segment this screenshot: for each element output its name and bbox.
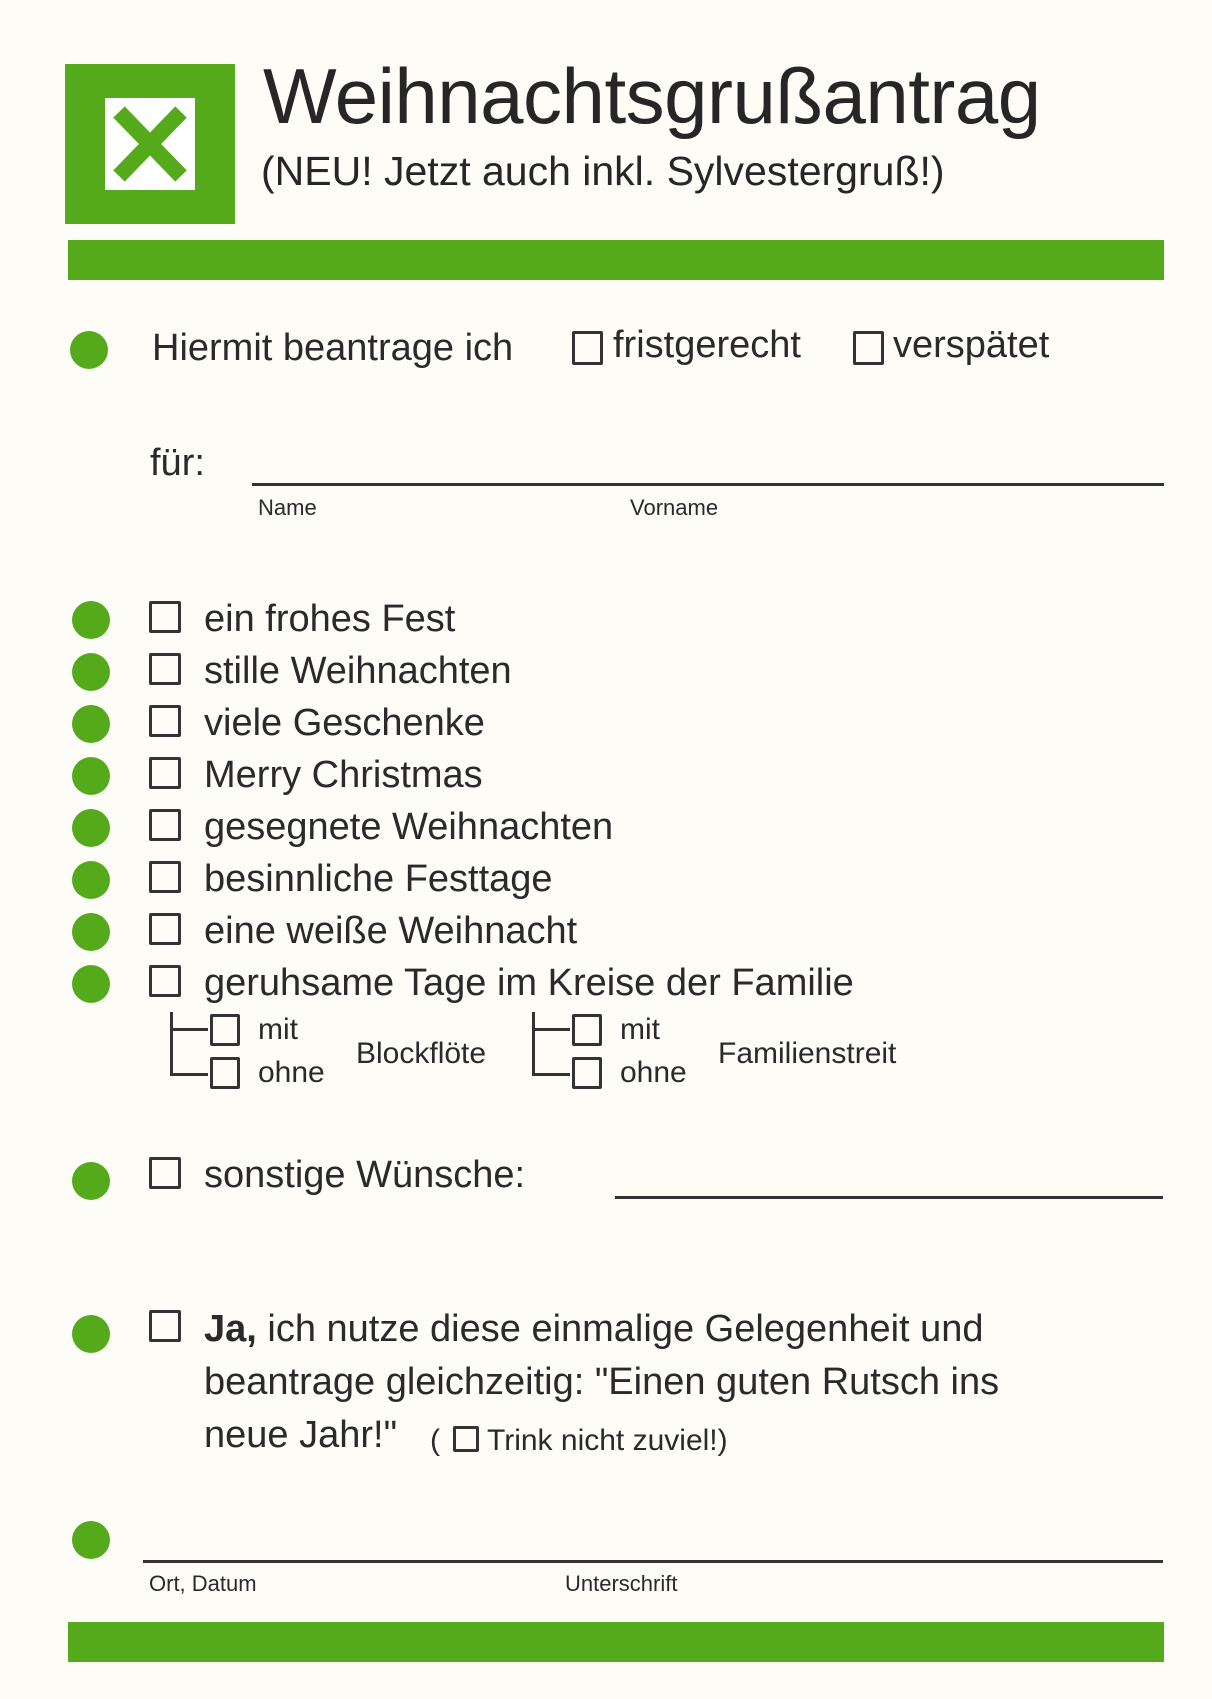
form-subtitle: (NEU! Jetzt auch inkl. Sylvestergruß!) — [261, 148, 945, 194]
other-wishes-field[interactable] — [615, 1196, 1163, 1199]
checkbox-wish[interactable] — [149, 601, 181, 633]
bottom-green-bar — [68, 1622, 1164, 1662]
checkbox-wish[interactable] — [149, 861, 181, 893]
aside-open-paren: ( — [430, 1424, 440, 1457]
bullet — [70, 331, 108, 369]
group1-label: Blockflöte — [356, 1037, 487, 1070]
wish-label: Merry Christmas — [204, 754, 483, 796]
bullet — [72, 757, 110, 795]
checkbox-x-icon — [105, 98, 195, 190]
checkbox-with-fight[interactable] — [572, 1014, 602, 1046]
wish-label: eine weiße Weihnacht — [204, 910, 578, 952]
other-wishes-label: sonstige Wünsche: — [204, 1154, 526, 1196]
checkbox-on-time[interactable] — [572, 331, 603, 365]
tree-connector — [532, 1073, 570, 1076]
new-year-line1-text: ich nutze diese einmalige Gelegenheit und — [256, 1308, 984, 1350]
form-title: Weihnachtsgrußantrag — [263, 52, 1041, 140]
without-label: ohne — [258, 1056, 325, 1089]
checkbox-other-wishes[interactable] — [149, 1157, 181, 1189]
top-green-bar — [68, 240, 1164, 280]
checkbox-wish[interactable] — [149, 705, 181, 737]
tree-connector — [170, 1012, 173, 1076]
bullet — [72, 965, 110, 1003]
bullet — [72, 705, 110, 743]
signature-caption: Unterschrift — [565, 1571, 678, 1596]
firstname-caption: Vorname — [630, 495, 719, 520]
checkbox-late[interactable] — [853, 331, 884, 365]
bullet — [72, 913, 110, 951]
checkbox-wish[interactable] — [149, 757, 181, 789]
aside-text: Trink nicht zuviel!) — [487, 1424, 728, 1457]
name-caption: Name — [258, 495, 317, 520]
logo-box — [65, 64, 235, 224]
new-year-line2: beantrage gleichzeitig: "Einen guten Rutsch ins — [204, 1361, 1000, 1403]
recipient-label: für: — [150, 442, 205, 484]
bullet — [72, 1315, 110, 1353]
checkbox-wish[interactable] — [149, 965, 181, 997]
signature-field[interactable] — [143, 1560, 1163, 1563]
wish-label: viele Geschenke — [204, 702, 485, 744]
bullet — [72, 1162, 110, 1200]
checkbox-wish[interactable] — [149, 809, 181, 841]
option-on-time-label: fristgerecht — [613, 324, 801, 366]
request-intro: Hiermit beantrage ich — [152, 327, 514, 369]
option-late-label: verspätet — [893, 324, 1050, 366]
tree-connector — [532, 1012, 535, 1076]
checkbox-with-flute[interactable] — [210, 1014, 240, 1046]
with-label: mit — [620, 1013, 660, 1046]
checkbox-wish[interactable] — [149, 653, 181, 685]
wish-label: gesegnete Weihnachten — [204, 806, 614, 848]
tree-connector — [532, 1028, 570, 1031]
wish-label: geruhsame Tage im Kreise der Familie — [204, 962, 854, 1004]
checkbox-new-year[interactable] — [149, 1310, 181, 1342]
with-label: mit — [258, 1013, 298, 1046]
tree-connector — [170, 1073, 208, 1076]
wish-label: ein frohes Fest — [204, 598, 456, 640]
tree-connector — [170, 1028, 208, 1031]
recipient-name-field[interactable] — [252, 483, 1164, 486]
bullet — [72, 601, 110, 639]
bullet — [72, 809, 110, 847]
checkbox-dont-drink[interactable] — [453, 1426, 479, 1452]
bullet — [72, 1521, 110, 1559]
checkbox-wish[interactable] — [149, 913, 181, 945]
new-year-yes: Ja, — [204, 1308, 257, 1350]
without-label: ohne — [620, 1056, 687, 1089]
group2-label: Familienstreit — [718, 1037, 897, 1070]
bullet — [72, 861, 110, 899]
place-date-caption: Ort, Datum — [149, 1571, 257, 1596]
checkbox-without-flute[interactable] — [210, 1057, 240, 1089]
checkbox-without-fight[interactable] — [572, 1057, 602, 1089]
new-year-line1 — [204, 1306, 984, 1352]
wish-label: stille Weihnachten — [204, 650, 512, 692]
bullet — [72, 653, 110, 691]
new-year-line3: neue Jahr!" — [204, 1414, 398, 1456]
wish-label: besinnliche Festtage — [204, 858, 553, 900]
